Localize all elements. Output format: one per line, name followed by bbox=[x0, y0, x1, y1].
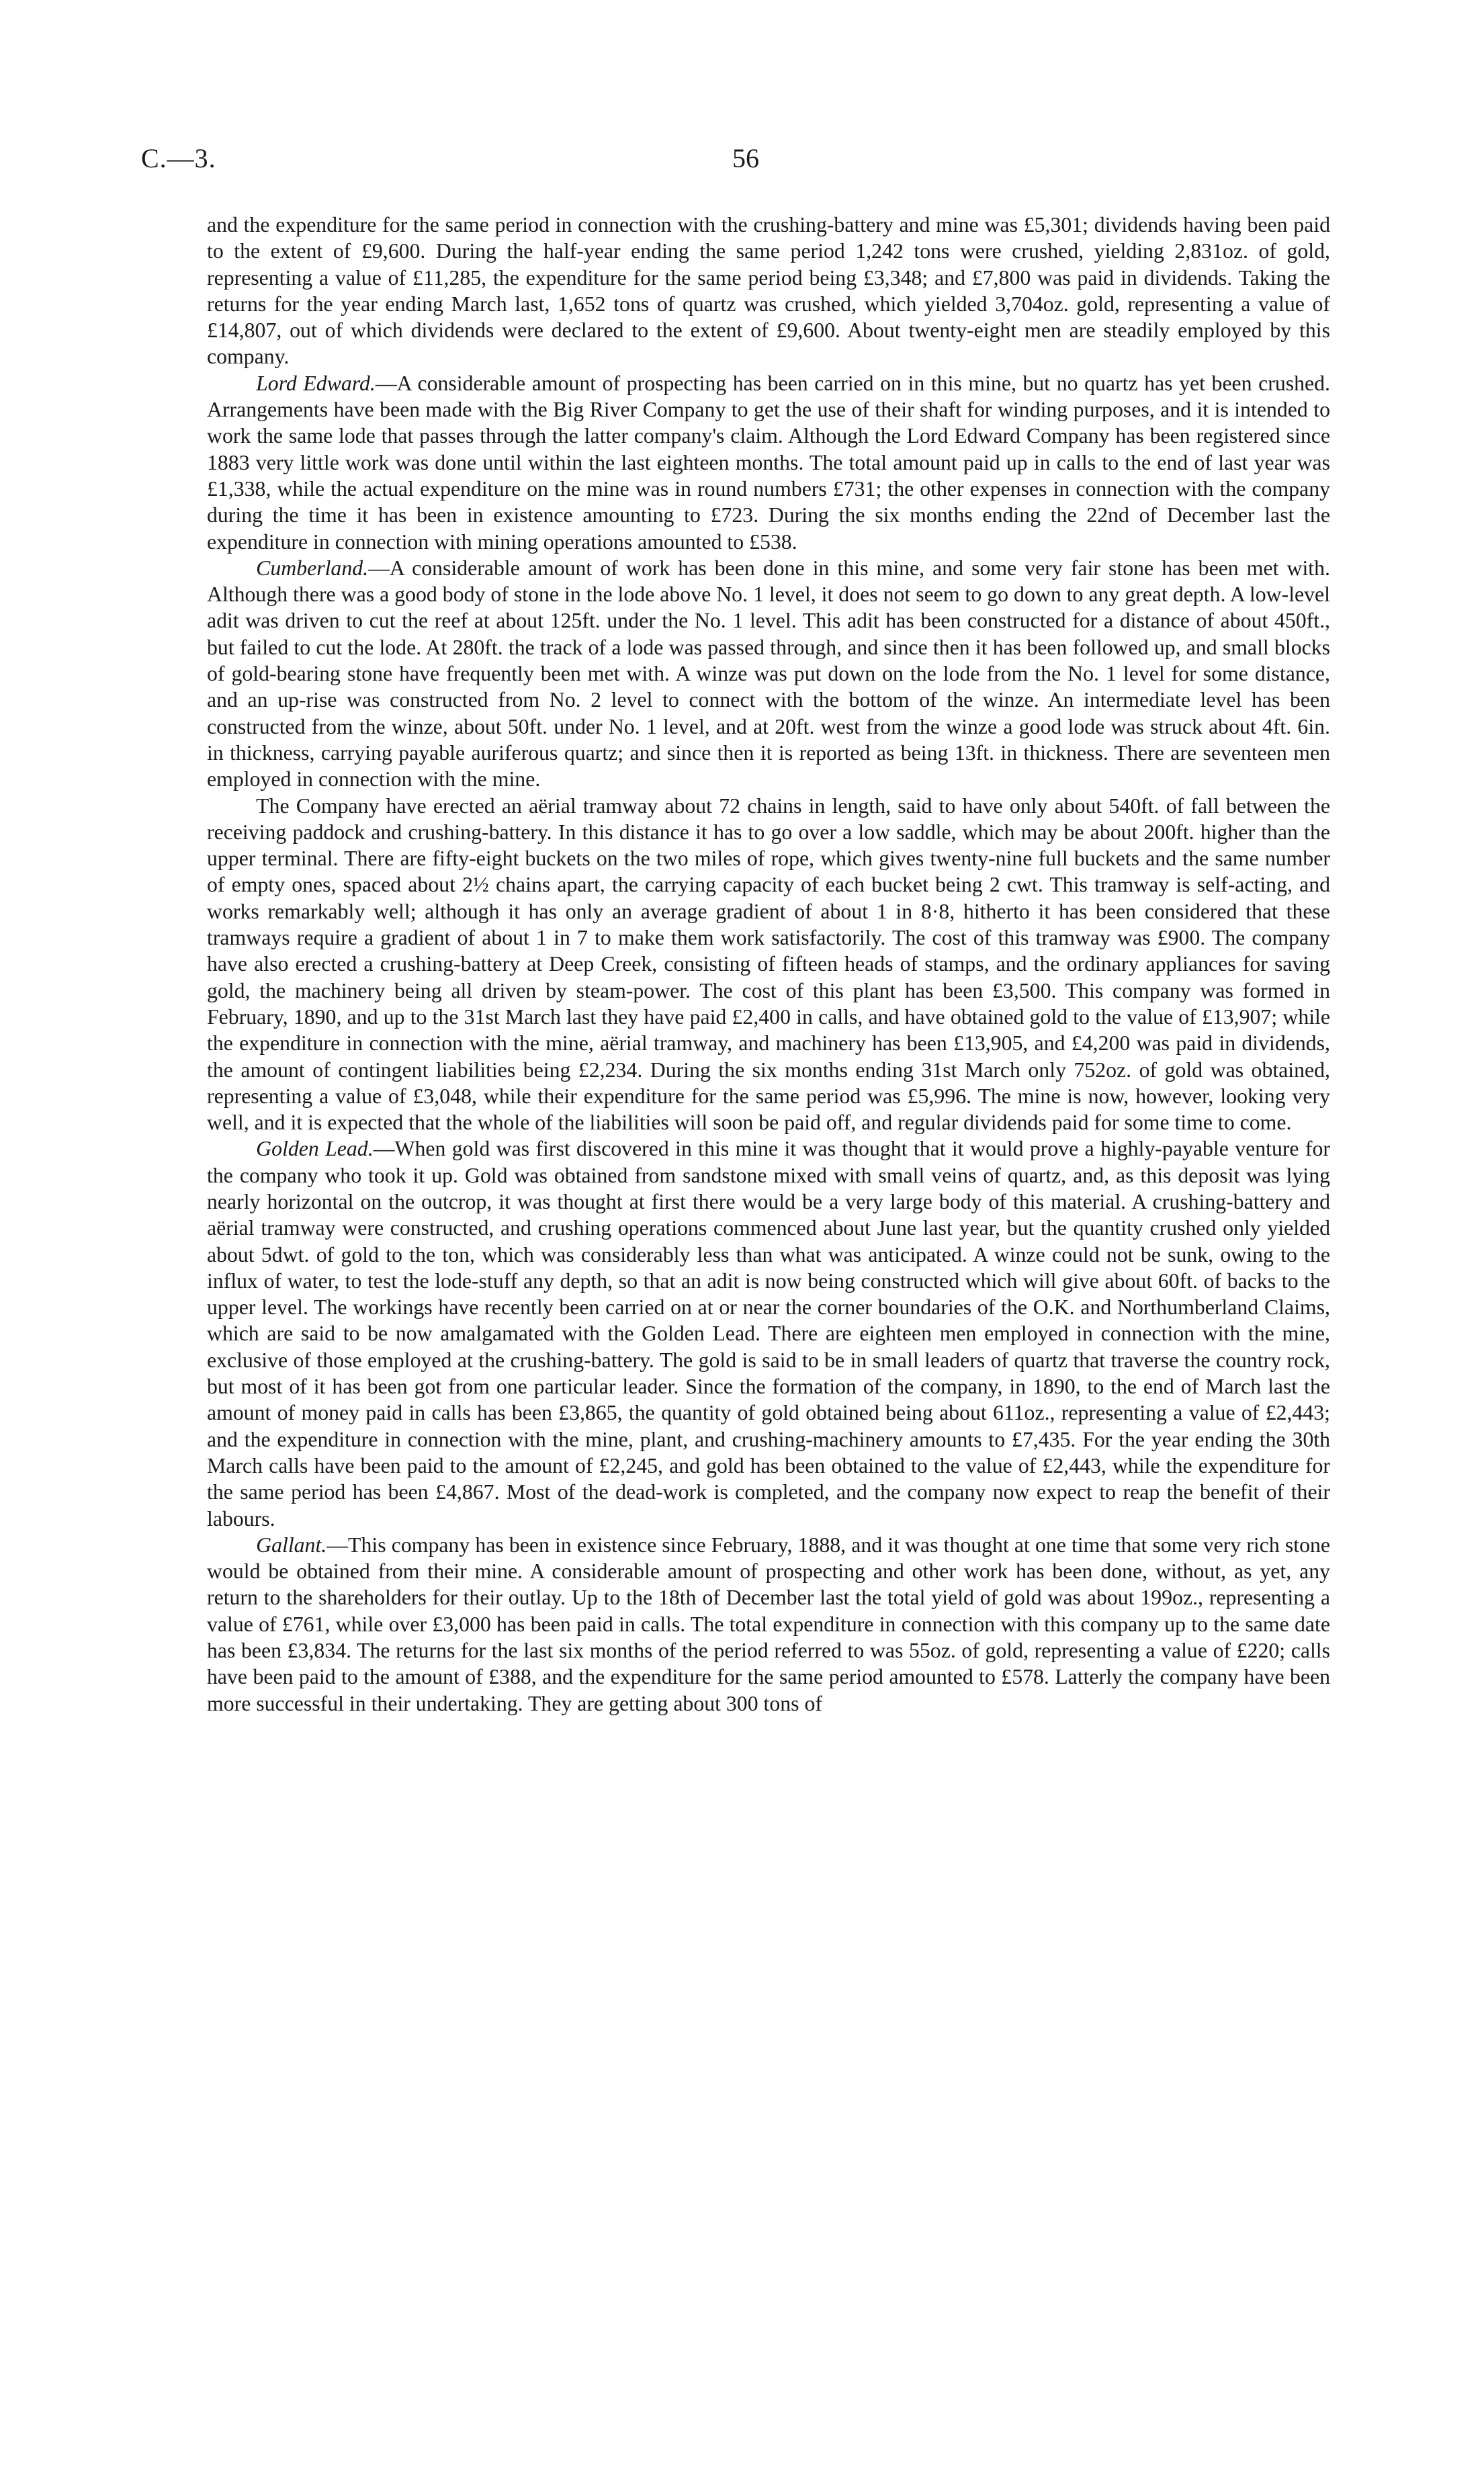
paragraph-gallant bbox=[207, 1532, 1330, 1717]
paragraph-cumberland bbox=[207, 555, 1330, 793]
section-title-gallant: Gallant. bbox=[256, 1533, 327, 1557]
paragraph-text: —A considerable amount of prospecting has been carried on in this mine, but no quartz has yet been crushed. Arrangements have been made with the Big River Company to get the use of their shaft for winding purposes, and it is intended to work the same lode that passes through the latter company's claim. Although the Lord Edward Company has been registered since 1883 very little work was done until within the last eighteen months. The total amount paid up in calls to the end of last year was £1,338, while the actual expenditure on the mine was in round numbers £731; the other expenses in connection with the company during the time it has been in existence amounting to £723. During the six months ending the 22nd of December last the expenditure in connection with mining operations amounted to £538. bbox=[207, 371, 1330, 554]
section-title-golden-lead: Golden Lead. bbox=[256, 1137, 374, 1161]
paragraph-text: —This company has been in existence since February, 1888, and it was thought at one time that some very rich stone would be obtained from their mine. A considerable amount of prospecting and other work has been done, without, as yet, any return to the shareholders for their outlay. Up to the 18th of December last the total yield of gold was about 199oz., representing a value of £761, while over £3,000 has been paid in calls. The total expenditure in connection with this company up to the same date has been £3,834. The returns for the last six months of the period referred to was 55oz. of gold, representing a value of £220; calls have been paid to the amount of £388, and the expenditure for the same period amounted to £578. Latterly the company have been more successful in their undertaking. They are getting about 300 tons of bbox=[207, 1533, 1330, 1715]
page-number: 56 bbox=[732, 143, 759, 173]
paragraph-text: The Company have erected an aërial tramway about 72 chains in length, said to have only about 540ft. of fall between the receiving paddock and crushing-battery. In this distance it has to go over a low saddle, which may be about 200ft. higher than the upper terminal. There are fifty-eight buckets on the two miles of rope, which gives twenty-nine full buckets and the same number of empty ones, spaced about 2½ chains apart, the carrying capacity of each bucket being 2 cwt. This tramway is self-acting, and works remarkably well; although it has only an average gradient of about 1 in 8·8, hitherto it has been considered that these tramways require a gradient of about 1 in 7 to make them work satisfactorily. The cost of this tramway was £900. The company have also erected a crushing-battery at Deep Creek, consisting of fifteen heads of stamps, and the ordinary appliances for saving gold, the machinery being all driven by steam-power. The cost of this plant has been £3,500. This company was formed in February, 1890, and up to the 31st March last they have paid £2,400 in calls, and have obtained gold to the value of £13,907; while the expenditure in connection with the mine, aërial tramway, and machinery has been £13,905, and £4,200 was paid in dividends, the amount of contingent liabilities being £2,234. During the six months ending 31st March only 752oz. of gold was obtained, representing a value of £3,048, while their expenditure for the same period was £5,996. The mine is now, however, looking very well, and it is expected that the whole of the liabilities will soon be paid off, and regular dividends paid for some time to come. bbox=[207, 793, 1330, 1135]
paragraph-lord-edward bbox=[207, 370, 1330, 555]
document-reference: C.—3. bbox=[141, 143, 216, 173]
paragraph-aerial-tramway bbox=[207, 793, 1330, 1136]
paragraph-text: —A considerable amount of work has been done in this mine, and some very fair stone has been met with. Although there was a good body of stone in the lode above No. 1 level, it does not seem to go down to any great depth. A low-level adit was driven to cut the reef at about 125ft. under the No. 1 level. This adit has been constructed for a distance of about 450ft., but failed to cut the lode. At 280ft. the track of a lode was passed through, and since then it has been followed up, and small blocks of gold-bearing stone have frequently been met with. A winze was put down on the lode from the No. 1 level for some distance, and an up-rise was constructed from No. 2 level to connect with the bottom of the winze. An intermediate level has been constructed from the winze, about 50ft. under No. 1 level, and at 20ft. west from the winze a good lode was struck about 4ft. 6in. in thickness, carrying payable auriferous quartz; and since then it is reported as being 13ft. in thickness. There are seventeen men employed in connection with the mine. bbox=[207, 556, 1330, 791]
paragraph-big-river-continued bbox=[207, 212, 1330, 370]
paragraph-golden-lead bbox=[207, 1135, 1330, 1531]
section-title-lord-edward: Lord Edward. bbox=[256, 371, 376, 395]
running-header bbox=[141, 142, 1334, 183]
paragraph-text: and the expenditure for the same period in connection with the crushing-battery and mine was £5,301; dividends having been paid to the extent of £9,600. During the half-year ending the same period 1,242 tons were crushed, yielding 2,831oz. of gold, representing a value of £11,285, the expenditure for the same period being £3,348; and £7,800 was paid in dividends. Taking the returns for the year ending March last, 1,652 tons of quartz was crushed, which yielded 3,704oz. gold, representing a value of £14,807, out of which dividends were declared to the extent of £9,600. About twenty-eight men are steadily employed by this company. bbox=[207, 213, 1330, 369]
section-title-cumberland: Cumberland. bbox=[256, 556, 369, 580]
body-text bbox=[207, 212, 1330, 1717]
paragraph-text: —When gold was first discovered in this mine it was thought that it would prove a highly-payable venture for the company who took it up. Gold was obtained from sandstone mixed with small veins of quartz, and, as this deposit was lying nearly horizontal on the outcrop, it was thought at first there would be a very large body of this material. A crushing-battery and aërial tramway were constructed, and crushing operations commenced about June last year, but the quantity crushed only yielded about 5dwt. of gold to the ton, which was considerably less than what was anticipated. A winze could not be sunk, owing to the influx of water, to test the lode-stuff any depth, so that an adit is now being constructed which will give about 60ft. of backs to the upper level. The workings have recently been carried on at or near the corner boundaries of the O.K. and Northumberland Claims, which are said to be now amalgamated with the Golden Lead. There are eighteen men employed in connection with the mine, exclusive of those employed at the crushing-battery. The gold is said to be in small leaders of quartz that traverse the country rock, but most of it has been got from one particular leader. Since the formation of the company, in 1890, to the end of March last the amount of money paid in calls has been £3,865, the quantity of gold obtained being about 611oz., representing a value of £2,443; and the expenditure in connection with the mine, plant, and crushing-machinery amounts to £7,435. For the year ending the 30th March calls have been paid to the amount of £2,245, and gold has been obtained to the value of £2,443, while the expenditure for the same period has been £4,867. Most of the dead-work is completed, and the company now expect to reap the benefit of their labours. bbox=[207, 1137, 1330, 1531]
